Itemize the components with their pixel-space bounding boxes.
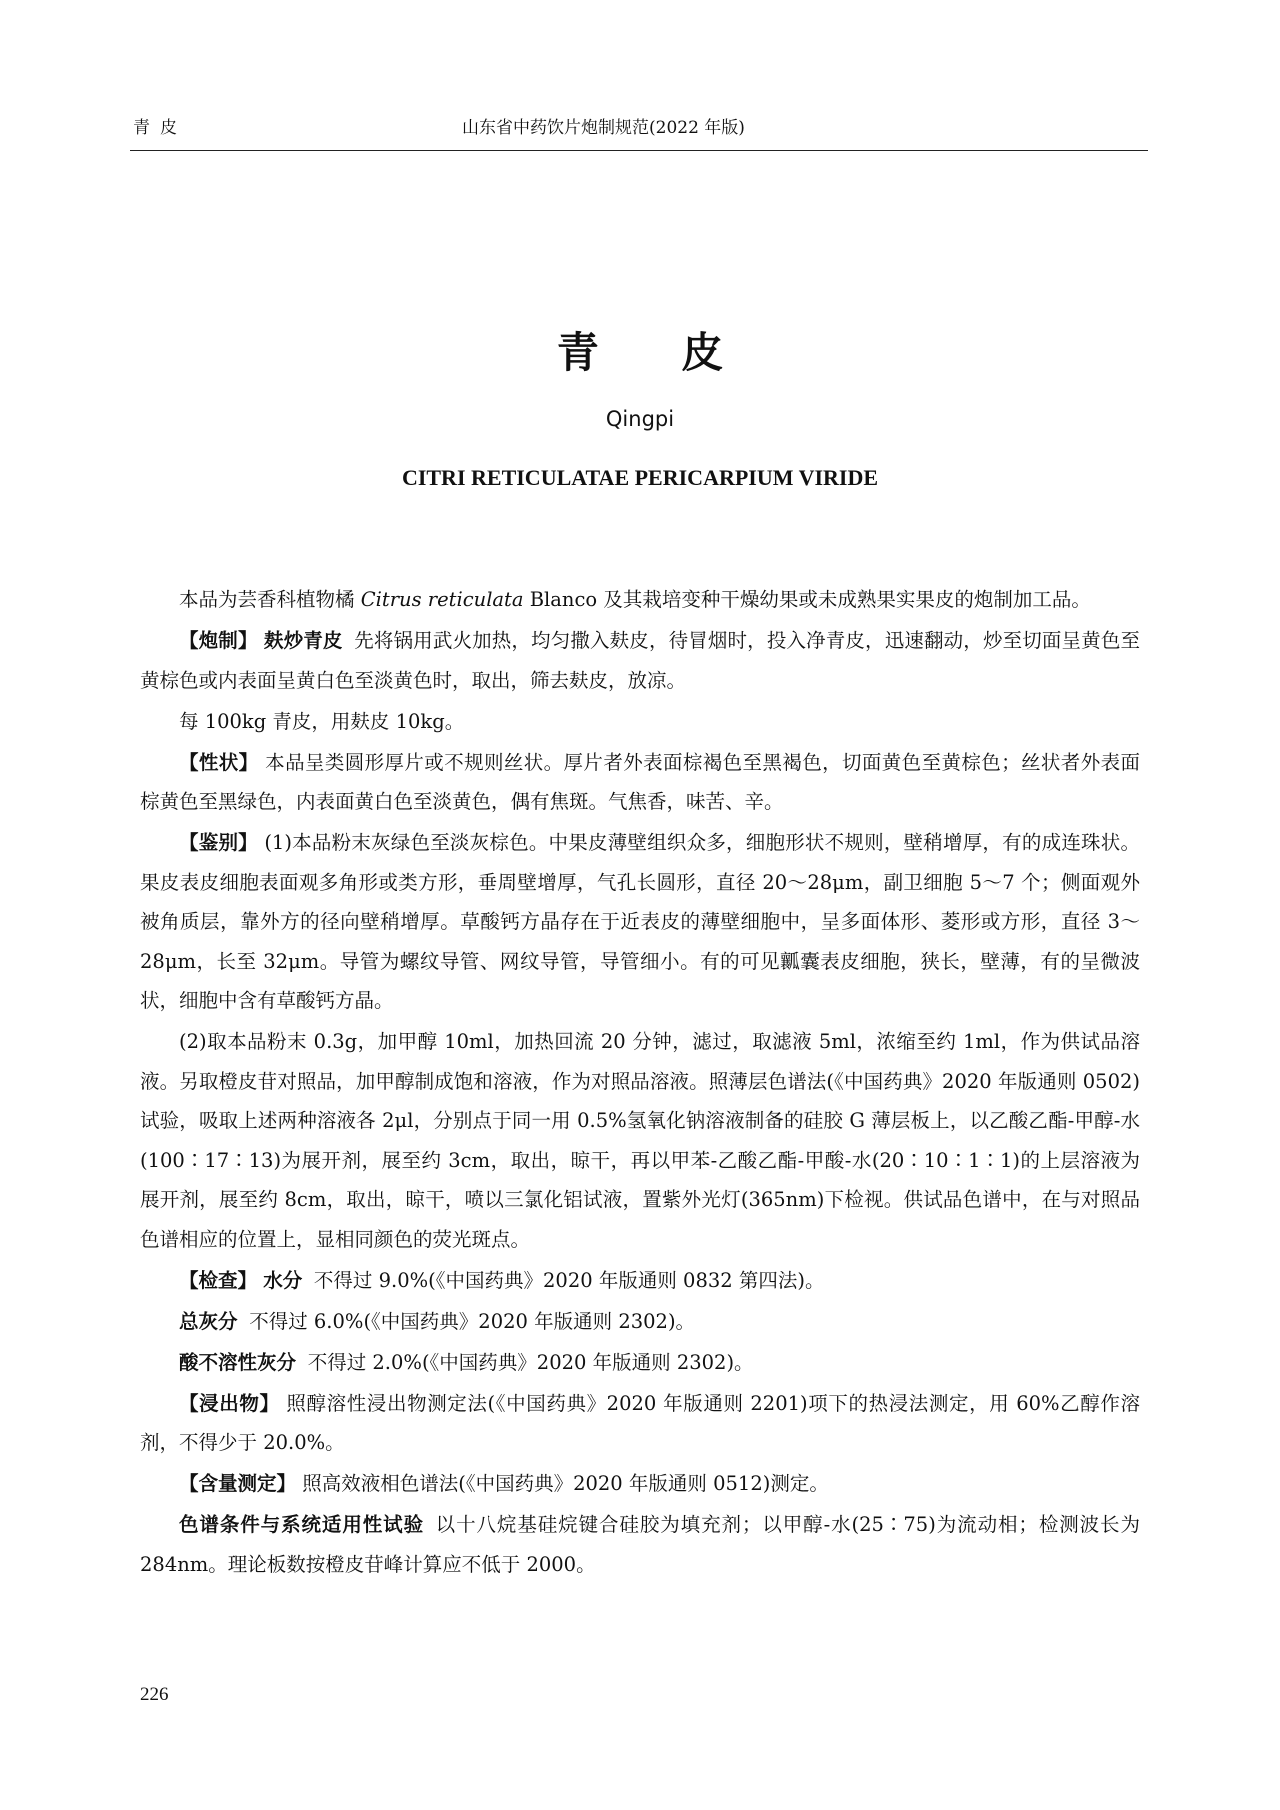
assay-subheading: 色谱条件与系统适用性试验 bbox=[179, 1513, 424, 1536]
monograph-pinyin: Qingpi bbox=[605, 407, 675, 431]
processing-ratio: 每 100kg 青皮，用麸皮 10kg。 bbox=[179, 709, 465, 733]
section-label-character: 【性状】 bbox=[179, 750, 259, 774]
monograph-body bbox=[140, 580, 1140, 1586]
section-label-assay: 【含量测定】 bbox=[179, 1472, 297, 1495]
processing-method-name: 麸炒青皮 bbox=[263, 629, 343, 652]
assay-chromatography-conditions: 色谱条件与系统适用性试验 以十八烷基硅烷键合硅胶为填充剂；以甲醇-水(25∶75)为流动相；检测波长为 284nm。理论板数按橙皮苷峰计算应不低于 2000。 bbox=[140, 1513, 1140, 1576]
character-section: 【性状】 本品呈类圆形厚片或不规则丝状。厚片者外表面棕褐色至黑褐色，切面黄色至黄棕色；丝状者外表面棕黄色至黑绿色，内表面黄白色至淡黄色，偶有焦斑。气焦香，味苦、辛。 bbox=[140, 750, 1140, 813]
inspection-section: 【检查】 水分 不得过 9.0%(《中国药典》2020 年版通则 0832 第四法)。 bbox=[179, 1268, 825, 1292]
inspection-item-name: 水分 bbox=[263, 1268, 303, 1292]
identification-item-2: (2)取本品粉末 0.3g，加甲醇 10ml，加热回流 20 分钟，滤过，取滤液 5ml，浓缩至约 1ml，作为供试品溶液。另取橙皮苷对照品，加甲醇制成饱和溶液，作为对照品溶液。照薄层色谱法(《中国药典》2020 年版通则 0502)试验，吸取上述两种溶液各 2μl，分别点于同一用 0.5%氢氧化钠溶液制备的硅胶 G 薄层板上，以乙酸乙酯-甲醇-水(100∶17∶13)为展开剂，展至约 3cm，取出，晾干，再以甲苯-乙酸乙酯-甲酸-水(20∶10∶1∶1)的上层溶液为展开剂，展至约 8cm，取出，晾干，喷以三氯化铝试液，置紫外光灯(365nm)下检视。供试品色谱中，在与对照品色谱相应的位置上，显相同颜色的荧光斑点。 bbox=[140, 1030, 1140, 1251]
section-label-identification: 【鉴别】 bbox=[179, 831, 258, 854]
extract-section: 【浸出物】 照醇溶性浸出物测定法(《中国药典》2020 年版通则 2201)项下的热浸法测定，用 60%乙醇作溶剂，不得少于 20.0%。 bbox=[140, 1391, 1140, 1454]
running-header-title: 山东省中药饮片炮制规范(2022 年版) bbox=[462, 118, 745, 138]
section-label-inspection: 【检查】 bbox=[179, 1268, 258, 1292]
section-label-processing: 【炮制】 bbox=[179, 629, 258, 652]
processing-section: 【炮制】 麸炒青皮 先将锅用武火加热，均匀撒入麸皮，待冒烟时，投入净青皮，迅速翻动，炒至切面呈黄色至黄棕色或内表面呈黄白色至淡黄色时，取出，筛去麸皮，放凉。 bbox=[140, 629, 1140, 692]
latin-species-name: Citrus reticulata bbox=[360, 588, 524, 611]
identification-section: 【鉴别】 (1)本品粉末灰绿色至淡灰棕色。中果皮薄壁组织众多，细胞形状不规则，壁稍增厚，有的成连珠状。果皮表皮细胞表面观多角形或类方形，垂周壁增厚，气孔长圆形，直径 20～28μm，副卫细胞 5～7 个；侧面观外被角质层，靠外方的径向壁稍增厚。草酸钙方晶存在于近表皮的薄壁细胞中，呈多面体形、菱形或方形，直径 3～28μm，长至 32μm。导管为螺纹导管、网纹导管，导管细小。有的可见瓤囊表皮细胞，狭长，壁薄，有的呈微波状，细胞中含有草酸钙方晶。 bbox=[140, 831, 1140, 1012]
inspection-item-name: 酸不溶性灰分 bbox=[179, 1350, 297, 1374]
assay-section: 【含量测定】 照高效液相色谱法(《中国药典》2020 年版通则 0512)测定。 bbox=[179, 1472, 829, 1495]
page-number: 226 bbox=[140, 1684, 169, 1705]
running-header-left: 青皮 bbox=[133, 118, 187, 138]
monograph-latin-name: CITRI RETICULATAE PERICARPIUM VIRIDE bbox=[401, 465, 879, 490]
section-label-extract: 【浸出物】 bbox=[179, 1391, 280, 1415]
inspection-item: 总灰分 不得过 6.0%(《中国药典》2020 年版通则 2302)。 bbox=[179, 1309, 696, 1333]
inspection-item: 酸不溶性灰分 不得过 2.0%(《中国药典》2020 年版通则 2302)。 bbox=[179, 1350, 754, 1374]
inspection-item-name: 总灰分 bbox=[179, 1309, 238, 1333]
monograph-title: 青 皮 bbox=[556, 328, 758, 377]
intro-paragraph: 本品为芸香科植物橘 Citrus reticulata Blanco 及其栽培变种干燥幼果或未成熟果实果皮的炮制加工品。 bbox=[179, 588, 1091, 611]
header-rule bbox=[130, 150, 1148, 151]
